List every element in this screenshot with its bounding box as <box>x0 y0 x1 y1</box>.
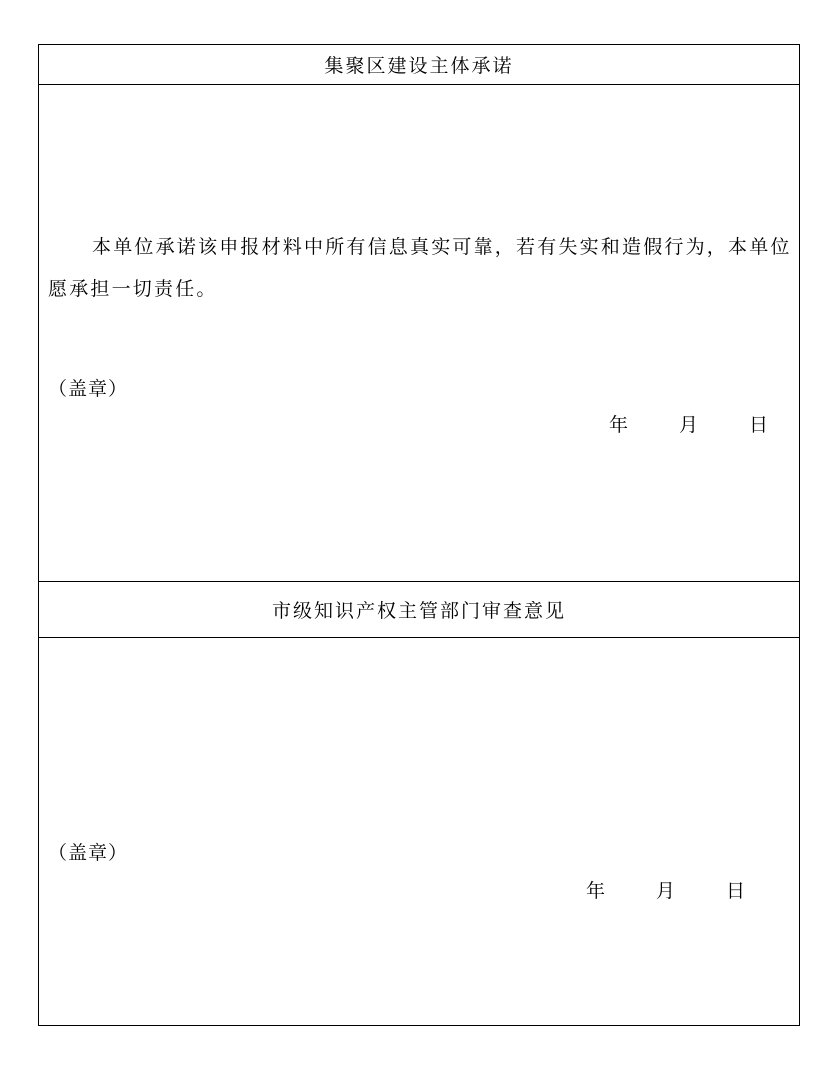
section1-title: 集聚区建设主体承诺 <box>324 55 514 77</box>
section1-date-month: 月 <box>679 414 699 436</box>
pledge-text: 本单位承诺该申报材料中所有信息真实可靠，若有失实和造假行为，本单位愿承担一切责任。 <box>48 236 792 300</box>
section1-seal-label: （盖章） <box>48 378 129 400</box>
section2-date-year: 年 <box>586 880 606 902</box>
section1-date <box>609 410 768 437</box>
section1-body <box>39 85 799 582</box>
form-table <box>38 44 800 1026</box>
section1-date-day: 日 <box>749 414 769 436</box>
section2-date-day: 日 <box>726 880 746 902</box>
section2-body <box>39 638 799 1025</box>
section2-header <box>39 582 799 638</box>
section2-date <box>586 876 745 903</box>
section2-date-month: 月 <box>656 880 676 902</box>
section1-header <box>39 45 799 85</box>
section1-date-year: 年 <box>609 414 629 436</box>
section2-seal-label: （盖章） <box>48 842 129 864</box>
section2-title: 市级知识产权主管部门审查意见 <box>271 600 566 622</box>
